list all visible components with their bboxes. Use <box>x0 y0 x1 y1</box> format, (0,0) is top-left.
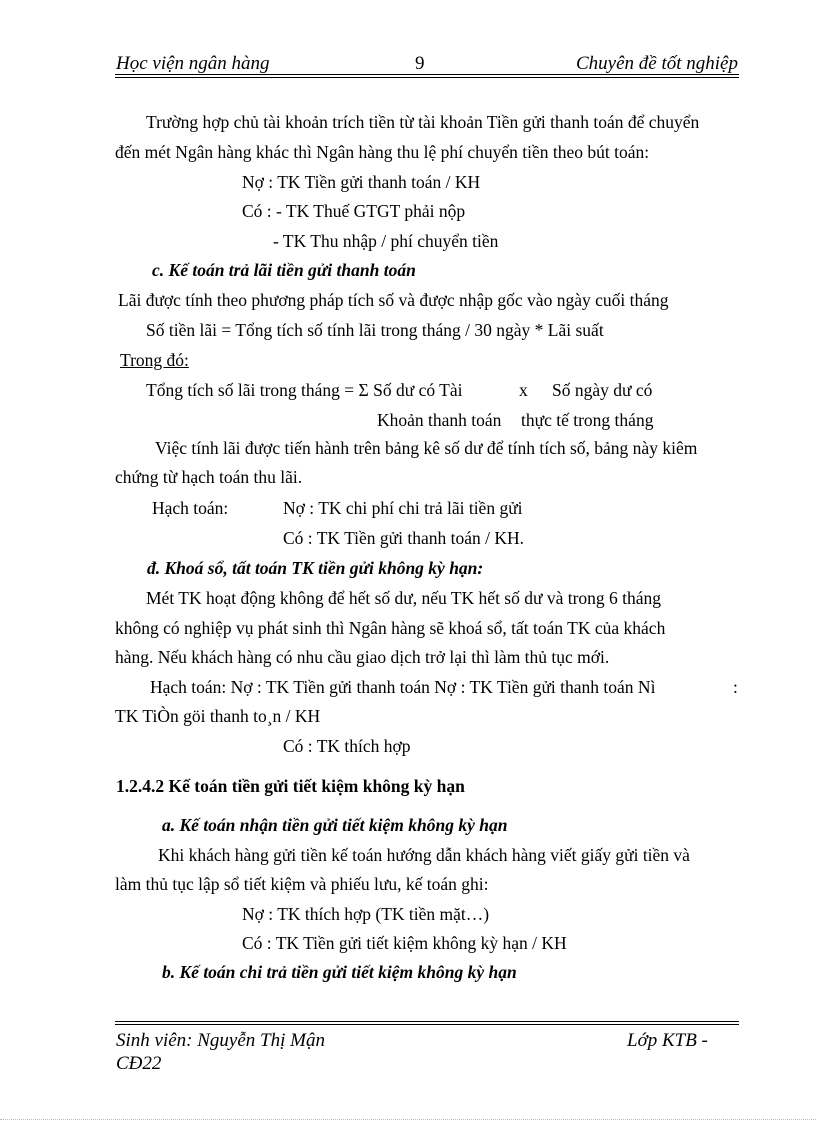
paragraph-line: đến mét Ngân hàng khác thì Ngân hàng thu lệ phí chuyển tiền theo bút toán: <box>115 142 650 162</box>
formula-operator: x <box>519 380 528 400</box>
entry-line: Hạch toán: Nợ : TK Tiền gửi thanh toán Nợ : TK Tiền gửi thanh toán Nì <box>150 677 656 697</box>
header-title: Chuyên đề tốt nghiệp <box>576 53 738 74</box>
entry-colon: : <box>733 677 738 697</box>
paragraph-line: không có nghiệp vụ phát sinh thì Ngân hàng sẽ khoá sổ, tất toán TK của khách <box>115 618 666 638</box>
entry-credit: Có : TK Tiền gửi thanh toán / KH. <box>283 528 525 548</box>
footer-rule-top <box>115 1021 739 1022</box>
label-hach-toan: Hạch toán: <box>152 498 229 518</box>
header-school: Học viện ngân hàng <box>116 53 270 74</box>
section-heading-d: đ. Khoá sổ, tất toán TK tiền gửi không kỳ hạn: <box>147 558 484 578</box>
paragraph-line: Việc tính lãi được tiến hành trên bảng kê số dư để tính tích số, bảng này kiêm <box>155 438 698 458</box>
section-heading-a: a. Kế toán nhận tiền gửi tiết kiệm không kỳ hạn <box>162 815 508 835</box>
label-trong-do: Trong đó: <box>120 350 189 370</box>
footer-rule-bottom <box>115 1024 739 1025</box>
paragraph-line: Trường hợp chủ tài khoản trích tiền từ tài khoản Tiền gửi thanh toán để chuyển <box>146 112 700 132</box>
entry-credit: Có : TK Tiền gửi tiết kiệm không kỳ hạn / KH <box>242 933 567 953</box>
entry-credit: - TK Thu nhập / phí chuyển tiền <box>273 231 499 251</box>
section-heading-b: b. Kế toán chi trả tiền gửi tiết kiệm không kỳ hạn <box>162 962 517 982</box>
paragraph-line: Lãi được tính theo phương pháp tích số và được nhập gốc vào ngày cuối tháng <box>118 290 669 310</box>
formula-part: Số ngày dư có <box>552 380 653 400</box>
paragraph-line: chứng từ hạch toán thu lãi. <box>115 467 303 487</box>
page-edge <box>0 1119 816 1120</box>
entry-debit: Nợ : TK Tiền gửi thanh toán / KH <box>242 172 481 192</box>
header-rule-bottom <box>115 77 739 78</box>
paragraph-line: làm thủ tục lập sổ tiết kiệm và phiếu lưu, kế toán ghi: <box>115 874 489 894</box>
formula-line: Số tiền lãi = Tổng tích số tính lãi trong tháng / 30 ngày * Lãi suất <box>146 320 604 340</box>
header-rule-top <box>115 74 739 75</box>
section-heading-1242: 1.2.4.2 Kế toán tiền gửi tiết kiệm không kỳ hạn <box>116 776 465 796</box>
formula-part: Tổng tích số lãi trong tháng = Σ Số dư có Tài <box>146 380 463 400</box>
formula-part: Khoản thanh toán <box>377 410 502 430</box>
entry-credit: Có : TK thích hợp <box>283 736 411 756</box>
paragraph-line: Khi khách hàng gửi tiền kế toán hướng dẫn khách hàng viết giấy gửi tiền và <box>158 845 690 865</box>
footer-student: Sinh viên: Nguyễn Thị Mận <box>116 1030 325 1051</box>
entry-credit: Có : - TK Thuế GTGT phải nộp <box>242 201 466 221</box>
entry-debit: Nợ : TK chi phí chi trả lãi tiền gửi <box>283 498 523 518</box>
formula-part: thực tế trong tháng <box>521 410 654 430</box>
paragraph-line: Mét TK hoạt động không để hết số dư, nếu TK hết số dư và trong 6 tháng <box>146 588 662 608</box>
section-heading-c: c. Kế toán trả lãi tiền gửi thanh toán <box>152 260 416 280</box>
footer-class: Lớp KTB - <box>627 1030 708 1051</box>
paragraph-line: hàng. Nếu khách hàng có nhu cầu giao dịch trở lại thì làm thủ tục mới. <box>115 647 610 667</box>
page-number: 9 <box>415 53 425 74</box>
footer-class-cont: CĐ22 <box>116 1053 162 1074</box>
entry-debit: Nợ : TK thích hợp (TK tiền mặt…) <box>242 904 490 924</box>
entry-line: TK TiÒn göi thanh to¸n / KH <box>115 706 321 726</box>
